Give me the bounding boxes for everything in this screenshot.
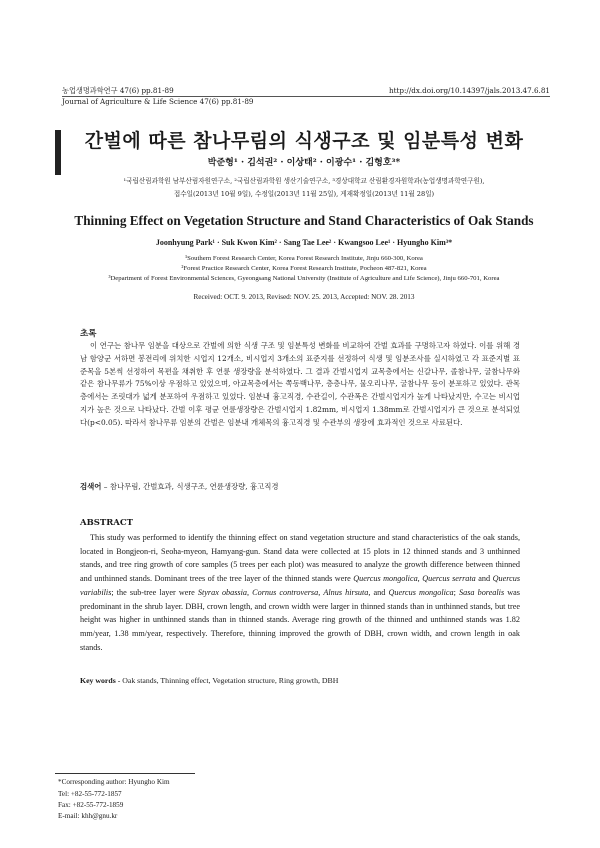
abstract-en-segment: and bbox=[475, 574, 493, 584]
species-name: Quercus mongolica bbox=[388, 587, 454, 597]
keywords-en-label: Key words bbox=[80, 676, 116, 685]
abstract-en-segment: , bbox=[318, 587, 324, 597]
abstract-en-segment: was predominant in the shrub layer. DBH, crown length, and crown width were larger in thinned stands than in unthinned stands, but tree height was higher in unthinned stands than in thinned stands. Average ring growth of the thinned and unthinned stands was 1.82 mm/year, 1.38 mm/year, respectively. Therefore, thinning improved the growth of DBH, crown width, and crown length in oak stands. bbox=[80, 587, 520, 652]
abstract-en-segment: , and bbox=[368, 587, 389, 597]
species-name: Cornus controversa bbox=[252, 587, 319, 597]
abstract-ko-heading: 초록 bbox=[80, 329, 97, 339]
submission-dates-korean: 접수일(2013년 10월 9일), 수정일(2013년 11월 25일), 게재확정일(2013년 11월 28일) bbox=[173, 190, 435, 198]
species-name: Quercus serrata bbox=[422, 574, 476, 584]
footnote-fax: Fax: +82-55-772-1859 bbox=[58, 801, 124, 809]
authors-english: Joonhyung Park¹ · Suk Kwon Kim² · Sang Tae Lee² · Kwangsoo Lee¹ · Hyungho Kim³* bbox=[155, 238, 453, 247]
species-name: Styrax obassia bbox=[197, 587, 247, 597]
footnote-corresponding: *Corresponding author: Hyungho Kim bbox=[58, 778, 170, 786]
received-dates: Received: OCT. 9. 2013, Revised: NOV. 25. 2013, Accepted: NOV. 28. 2013 bbox=[193, 293, 415, 301]
abstract-en-text bbox=[80, 531, 520, 654]
abstract-ko-body bbox=[80, 340, 520, 430]
abstract-en-segment: ; the sub-tree layer were bbox=[111, 587, 198, 597]
abstract-en-segment: , bbox=[417, 574, 423, 584]
affiliation-english-3: ³Department of Forest Environmental Sciences, Gyeongsang National University (Institute of Agriculture and Life Science), Jinju 660-701, Korea bbox=[108, 275, 500, 282]
species-name: Quercus variabilis bbox=[80, 574, 520, 597]
keywords-ko-text: 참나무림, 간벌효과, 식생구조, 연륜생장량, 흉고직경 bbox=[109, 482, 279, 491]
doi-link[interactable]: http://dx.doi.org/10.14397/jals.2013.47.6.81 bbox=[388, 86, 550, 95]
affiliation-english-1: ¹Southern Forest Research Center, Korea Forest Research Institute, Jinju 660-300, Korea bbox=[185, 255, 423, 262]
footnote-email[interactable]: E-mail: khh@gnu.kr bbox=[58, 812, 118, 820]
header-divider bbox=[62, 96, 550, 97]
keywords-ko: 검색어 – 참나무림, 간벌효과, 식생구조, 연륜생장량, 흉고직경 bbox=[80, 482, 279, 491]
species-name: Alnus hirsuta bbox=[323, 587, 369, 597]
abstract-ko-text: 이 연구는 참나무 임분을 대상으로 간벌에 의한 식생 구조 및 임분특성 변화를 비교하여 간벌 효과를 구명하고자 하였다. 이를 위해 경남 함양군 서하면 봉전리에 위치한 시업지 12개소, 비시업지 3개소의 표준지를 선정하여 식생 및 임분조사를 실시하였고 각 표준지별 표준목을 5본씩 선정하여 목편을 채취한 후 연륜 생장량을 분석하였다. 그 결과 간벌시업지 교목층에서는 신갈나무, 졸참나무, 굴참나무와 같은 참나무류가 75%이상 우점하고 있었으며, 아교목층에서는 쪽동백나무, 층층나무, 물오리나무, 굴참나무 등이 분포하고 있었다. 관목층에서는 조릿대가 넓게 분포하여 우점하고 있었다. 임분내 흉고직경, 수관길이, 수관폭은 간벌시업지가 높게 나타났지만, 수고는 비시업지가 높은 것으로 나타났다. 간벌 이후 평균 연륜생장량은 간벌시업지 1.82mm, 비시업지 1.38mm로 간벌시업지가 큰 것으로 분석되었다(p<0.05). 따라서 참나무류 임분의 간벌은 임분내 개체목의 흉고직경 및 수관부의 생장에 효과적인 것으로 사료된다. bbox=[80, 341, 520, 427]
authors-korean: 박준형¹ · 김석권² · 이상태² · 이광수¹ · 김형호³* bbox=[207, 158, 401, 168]
species-name: Quercus mongolica bbox=[353, 574, 418, 584]
journal-header-ko: 농업생명과학연구 47(6) pp.81-89 bbox=[62, 86, 174, 95]
abstract-en-heading: ABSTRACT bbox=[80, 518, 133, 528]
journal-header-en: Journal of Agriculture & Life Science 47(6) pp.81-89 bbox=[62, 97, 254, 106]
title-korean: 간벌에 따른 참나무림의 식생구조 및 임분특성 변화 bbox=[84, 130, 524, 152]
abstract-en-segment: , bbox=[246, 587, 253, 597]
footnote-divider bbox=[55, 773, 195, 774]
abstract-en-body bbox=[80, 531, 520, 654]
abstract-en-segment: ; bbox=[453, 587, 460, 597]
footnote-tel: Tel: +82-55-772-1857 bbox=[58, 790, 122, 798]
species-name: Sasa borealis bbox=[459, 587, 505, 597]
affiliation-korean-1: ¹국립산림과학원 남부산림자원연구소, ²국립산림과학원 생산기술연구소, ³경상대학교 산림환경자원학과(농업생명과학연구원), bbox=[123, 177, 485, 185]
affiliation-english-2: ²Forest Practice Research Center, Korea Forest Research Institute, Pocheon 487-821, Korea bbox=[181, 265, 427, 272]
title-english: Thinning Effect on Vegetation Structure and Stand Characteristics of Oak Stands bbox=[74, 213, 534, 228]
keywords-en bbox=[80, 676, 338, 685]
keywords-en-text: - Oak stands, Thinning effect, Vegetation structure, Ring growth, DBH bbox=[117, 676, 339, 685]
keywords-ko-label: 검색어 bbox=[80, 482, 102, 491]
abstract-en-segment: This study was performed to identify the thinning effect on stand vegetation structure and stand characteristics of the oak stands, located in Bongjeon-ri, Seoha-myeon, Hamyang-gun. Stand data were collected at 15 plots in 12 thinned stands and 3 unthinned stands, and tree ring growth of core samples (5 trees per each plot) was measured to analyze the growth difference between thinned and unthinned stands. Dominant trees of the tree layer of the thinned stands were bbox=[80, 533, 520, 584]
